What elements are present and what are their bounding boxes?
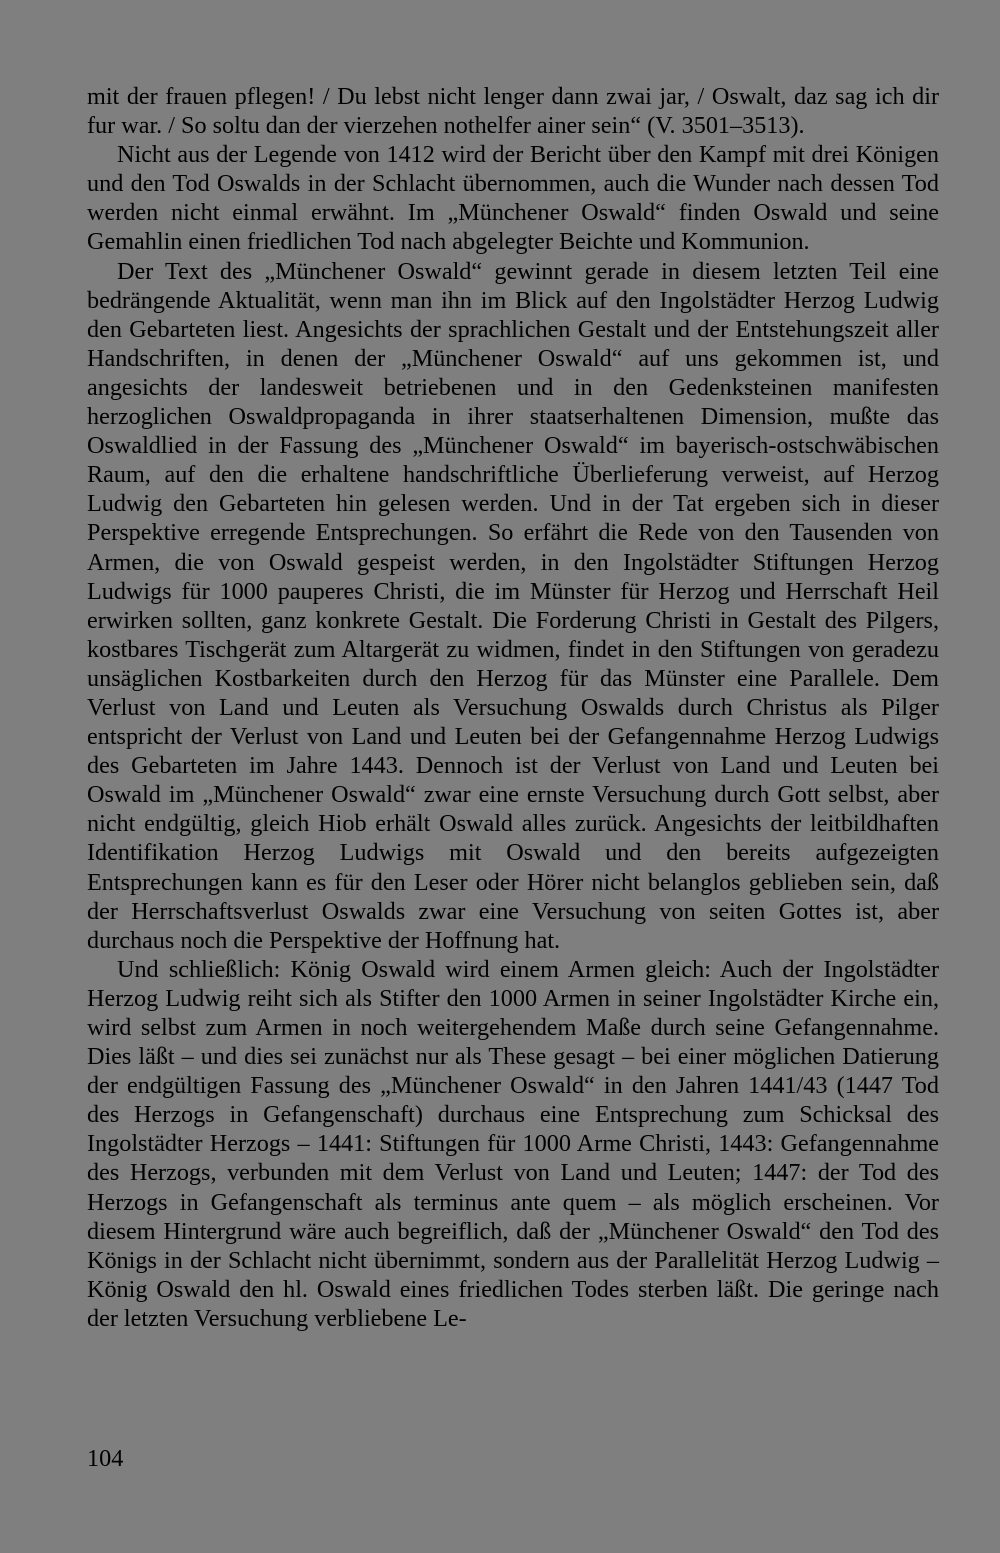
paragraph-1: mit der frauen pflegen! / Du lebst nicht lenger dann zwai jar, / Oswalt, daz sag ich dir fur war. / So soltu dan der vierzehen nothelfer ainer sein“ (V. 3501–3513). <box>87 83 939 140</box>
paragraph-4: Und schließlich: König Oswald wird einem Armen gleich: Auch der Ingolstädter Herzog Ludwig reiht sich als Stifter den 1000 Armen in seiner Ingolstädter Kirche ein, wird selbst zum Armen in noch weitergehendem Maße durch seine Gefangennahme. Dies läßt – und dies sei zunächst nur als These gesagt – bei einer möglichen Datierung der endgültigen Fassung des „Münchener Oswald“ in den Jahren 1441/43 (1447 Tod des Herzogs in Gefangenschaft) durchaus eine Entsprechung zum Schicksal des Ingolstädter Herzogs – 1441: Stiftungen für 1000 Arme Christi, 1443: Gefangennahme des Herzogs, verbunden mit dem Verlust von Land und Leuten; 1447: der Tod des Herzogs in Gefangenschaft als terminus ante quem – als möglich erscheinen. Vor diesem Hintergrund wäre auch begreiflich, daß der „Münchener Oswald“ den Tod des Königs in der Schlacht nicht übernimmt, sondern aus der Parallelität Herzog Ludwig – König Oswald den hl. Oswald eines friedlichen Todes sterben läßt. Die geringe nach der letzten Versuchung verbliebene Le- <box>87 955 939 1332</box>
paragraph-2: Nicht aus der Legende von 1412 wird der Bericht über den Kampf mit drei Königen und den Tod Oswalds in der Schlacht übernommen, auch die Wunder nach dessen Tod werden nicht einmal erwähnt. Im „Münchener Oswald“ finden Oswald und seine Gemahlin einen friedlichen Tod nach abgelegter Beichte und Kommunion. <box>87 141 939 256</box>
page-body <box>87 82 939 1333</box>
paragraph-3: Der Text des „Münchener Oswald“ gewinnt gerade in diesem letzten Teil eine bedrängende Aktualität, wenn man ihn im Blick auf den Ingolstädter Herzog Ludwig den Gebarteten liest. Angesichts der sprachlichen Gestalt und der Entstehungszeit aller Handschriften, in denen der „Münchener Oswald“ auf uns gekommen ist, und angesichts der landesweit betriebenen und in den Gedenksteinen manifesten herzoglichen Oswaldpropaganda in ihrer staatserhaltenen Dimension, mußte das Oswaldlied in der Fassung des „Münchener Oswald“ im bayerisch-ostschwäbischen Raum, auf den die erhaltene handschriftliche Überlieferung verweist, auf Herzog Ludwig den Gebarteten hin gelesen werden. Und in der Tat ergeben sich in dieser Perspektive erregende Entsprechungen. So erfährt die Rede von den Tausenden von Armen, die von Oswald gespeist werden, in den Ingolstädter Stiftungen Herzog Ludwigs für 1000 pauperes Christi, die im Münster für Herzog und Herrschaft Heil erwirken sollten, ganz konkrete Gestalt. Die Forderung Christi in Gestalt des Pilgers, kostbares Tischgerät zum Altargerät zu widmen, findet in den Stiftungen von geradezu unsäglichen Kostbarkeiten durch den Herzog für das Münster eine Parallele. Dem Verlust von Land und Leuten als Versuchung Oswalds durch Christus als Pilger entspricht der Verlust von Land und Leuten bei der Gefangennahme Herzog Ludwigs des Gebarteten im Jahre 1443. Dennoch ist der Verlust von Land und Leuten bei Oswald im „Münchener Oswald“ zwar eine ernste Versuchung durch Gott selbst, aber nicht endgültig, gleich Hiob erhält Oswald alles zurück. Angesichts der leitbildhaften Identifikation Herzog Ludwigs mit Oswald und den bereits aufgezeigten Entsprechungen kann es für den Leser oder Hörer nicht belanglos geblieben sein, daß der Herrschaftsverlust Oswalds zwar eine Versuchung von seiten Gottes ist, aber durchaus noch die Perspektive der Hoffnung hat. <box>87 257 939 954</box>
page-number: 104 <box>87 1445 124 1472</box>
